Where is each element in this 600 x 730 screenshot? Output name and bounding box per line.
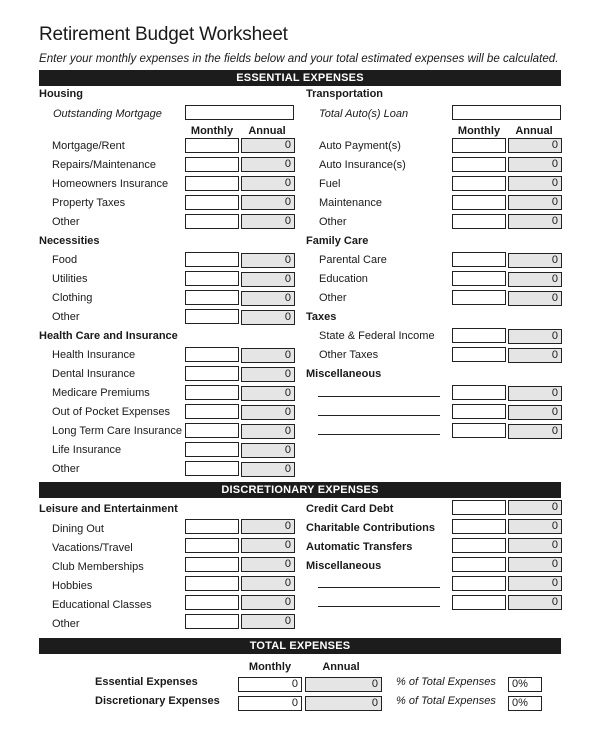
essential-expenses-bar: ESSENTIAL EXPENSES xyxy=(39,70,561,86)
automatic-transfers-monthly-input[interactable] xyxy=(452,538,506,553)
misc-monthly-input[interactable] xyxy=(452,404,506,419)
total-essential-label: Essential Expenses xyxy=(95,676,198,688)
discretionary-misc-label: Miscellaneous xyxy=(306,560,382,572)
leisure-item-label: Vacations/Travel xyxy=(52,542,133,554)
health-annual-value: 0 xyxy=(241,462,295,477)
leisure-annual-value: 0 xyxy=(241,614,295,629)
health-item-label: Dental Insurance xyxy=(52,368,136,380)
health-item-label: Other xyxy=(52,463,80,475)
leisure-annual-value: 0 xyxy=(241,519,295,534)
discretionary-pct-label: % of Total Expenses xyxy=(396,695,496,707)
misc-heading: Miscellaneous xyxy=(306,368,382,380)
discretionary-misc-annual-value: 0 xyxy=(508,576,562,591)
leisure-item-label: Hobbies xyxy=(52,580,93,592)
transportation-annual-header: Annual xyxy=(515,125,553,137)
charitable-contributions-monthly-input[interactable] xyxy=(452,519,506,534)
family-care-monthly-input[interactable] xyxy=(452,290,506,305)
health-heading: Health Care and Insurance xyxy=(39,330,178,342)
totals-annual-header: Annual xyxy=(322,661,360,673)
family-care-heading: Family Care xyxy=(306,235,369,247)
leisure-annual-value: 0 xyxy=(241,576,295,591)
transportation-monthly-input[interactable] xyxy=(452,214,506,229)
housing-annual-value: 0 xyxy=(241,214,295,229)
total-auto-loan-label: Total Auto(s) Loan xyxy=(319,108,409,120)
outstanding-mortgage-input[interactable] xyxy=(185,105,294,120)
taxes-heading: Taxes xyxy=(306,311,337,323)
health-annual-value: 0 xyxy=(241,443,295,458)
charitable-contributions-annual-value: 0 xyxy=(508,519,562,534)
leisure-item-label: Club Memberships xyxy=(52,561,144,573)
leisure-monthly-input[interactable] xyxy=(185,595,239,610)
necessities-annual-value: 0 xyxy=(241,272,295,287)
housing-heading: Housing xyxy=(39,88,83,100)
discretionary-misc-annual-value: 0 xyxy=(508,595,562,610)
health-annual-value: 0 xyxy=(241,424,295,439)
health-annual-value: 0 xyxy=(241,386,295,401)
charitable-contributions-label: Charitable Contributions xyxy=(306,522,435,534)
transportation-monthly-input[interactable] xyxy=(452,157,506,172)
misc-monthly-input[interactable] xyxy=(452,423,506,438)
misc-description-line[interactable] xyxy=(318,434,440,435)
health-item-label: Health Insurance xyxy=(52,349,136,361)
housing-annual-value: 0 xyxy=(241,195,295,210)
necessities-monthly-input[interactable] xyxy=(185,309,239,324)
transportation-annual-value: 0 xyxy=(508,157,562,172)
health-monthly-input[interactable] xyxy=(185,347,239,362)
automatic-transfers-annual-value: 0 xyxy=(508,538,562,553)
discretionary-pct-value: 0% xyxy=(508,696,542,711)
transportation-annual-value: 0 xyxy=(508,138,562,153)
health-monthly-input[interactable] xyxy=(185,442,239,457)
transportation-annual-value: 0 xyxy=(508,214,562,229)
housing-item-label: Property Taxes xyxy=(52,197,126,209)
misc-description-line[interactable] xyxy=(318,415,440,416)
health-monthly-input[interactable] xyxy=(185,461,239,476)
credit-card-debt-annual-value: 0 xyxy=(508,500,562,515)
housing-monthly-input[interactable] xyxy=(185,138,239,153)
necessities-annual-value: 0 xyxy=(241,310,295,325)
health-item-label: Life Insurance xyxy=(52,444,122,456)
outstanding-mortgage-label: Outstanding Mortgage xyxy=(53,108,162,120)
transportation-item-label: Auto Insurance(s) xyxy=(319,159,406,171)
transportation-item-label: Fuel xyxy=(319,178,341,190)
housing-annual-value: 0 xyxy=(241,138,295,153)
transportation-annual-value: 0 xyxy=(508,176,562,191)
page-title: Retirement Budget Worksheet xyxy=(39,24,288,45)
housing-monthly-input[interactable] xyxy=(185,214,239,229)
leisure-monthly-input[interactable] xyxy=(185,614,239,629)
transportation-item-label: Maintenance xyxy=(319,197,382,209)
discretionary-misc-description-line[interactable] xyxy=(318,587,440,588)
necessities-monthly-input[interactable] xyxy=(185,271,239,286)
necessities-annual-value: 0 xyxy=(241,253,295,268)
housing-item-label: Homeowners Insurance xyxy=(52,178,169,190)
total-discretionary-monthly-value: 0 xyxy=(238,696,302,711)
taxes-annual-value: 0 xyxy=(508,329,562,344)
transportation-annual-value: 0 xyxy=(508,195,562,210)
family-care-annual-value: 0 xyxy=(508,253,562,268)
health-annual-value: 0 xyxy=(241,405,295,420)
leisure-annual-value: 0 xyxy=(241,538,295,553)
family-care-item-label: Parental Care xyxy=(319,254,387,266)
health-monthly-input[interactable] xyxy=(185,423,239,438)
leisure-monthly-input[interactable] xyxy=(185,519,239,534)
credit-card-debt-monthly-input[interactable] xyxy=(452,500,506,515)
taxes-item-label: Other Taxes xyxy=(319,349,379,361)
health-item-label: Long Term Care Insurance xyxy=(52,425,183,437)
misc-description-line[interactable] xyxy=(318,396,440,397)
leisure-item-label: Dining Out xyxy=(52,523,104,535)
automatic-transfers-label: Automatic Transfers xyxy=(306,541,413,553)
health-annual-value: 0 xyxy=(241,348,295,363)
necessities-item-label: Clothing xyxy=(52,292,93,304)
total-expenses-bar: TOTAL EXPENSES xyxy=(39,638,561,654)
housing-annual-value: 0 xyxy=(241,157,295,172)
necessities-heading: Necessities xyxy=(39,235,100,247)
housing-monthly-input[interactable] xyxy=(185,176,239,191)
leisure-heading: Leisure and Entertainment xyxy=(39,503,178,515)
health-monthly-input[interactable] xyxy=(185,385,239,400)
necessities-item-label: Utilities xyxy=(52,273,88,285)
housing-annual-value: 0 xyxy=(241,176,295,191)
total-essential-annual-value: 0 xyxy=(305,677,382,692)
housing-item-label: Repairs/Maintenance xyxy=(52,159,156,171)
discretionary-expenses-bar: DISCRETIONARY EXPENSES xyxy=(39,482,561,498)
discretionary-misc-annual-value: 0 xyxy=(508,557,562,572)
leisure-monthly-input[interactable] xyxy=(185,538,239,553)
housing-item-label: Other xyxy=(52,216,80,228)
misc-annual-value: 0 xyxy=(508,405,562,420)
essential-pct-value: 0% xyxy=(508,677,542,692)
leisure-item-label: Educational Classes xyxy=(52,599,152,611)
housing-monthly-input[interactable] xyxy=(185,195,239,210)
health-item-label: Out of Pocket Expenses xyxy=(52,406,171,418)
total-auto-loan-input[interactable] xyxy=(452,105,561,120)
discretionary-misc-monthly-input[interactable] xyxy=(452,576,506,591)
family-care-monthly-input[interactable] xyxy=(452,271,506,286)
transportation-monthly-input[interactable] xyxy=(452,176,506,191)
housing-annual-header: Annual xyxy=(248,125,286,137)
health-monthly-input[interactable] xyxy=(185,366,239,381)
misc-annual-value: 0 xyxy=(508,424,562,439)
leisure-annual-value: 0 xyxy=(241,557,295,572)
transportation-item-label: Auto Payment(s) xyxy=(319,140,401,152)
leisure-monthly-input[interactable] xyxy=(185,576,239,591)
misc-annual-value: 0 xyxy=(508,386,562,401)
health-monthly-input[interactable] xyxy=(185,404,239,419)
housing-monthly-input[interactable] xyxy=(185,157,239,172)
necessities-monthly-input[interactable] xyxy=(185,252,239,267)
discretionary-misc-monthly-input[interactable] xyxy=(452,557,506,572)
necessities-monthly-input[interactable] xyxy=(185,290,239,305)
misc-monthly-input[interactable] xyxy=(452,385,506,400)
credit-card-debt-label: Credit Card Debt xyxy=(306,503,394,515)
transportation-monthly-input[interactable] xyxy=(452,138,506,153)
taxes-item-label: State & Federal Income xyxy=(319,330,435,342)
necessities-item-label: Other xyxy=(52,311,80,323)
transportation-heading: Transportation xyxy=(306,88,384,100)
taxes-monthly-input[interactable] xyxy=(452,328,506,343)
family-care-annual-value: 0 xyxy=(508,272,562,287)
transportation-item-label: Other xyxy=(319,216,347,228)
leisure-annual-value: 0 xyxy=(241,595,295,610)
housing-monthly-header: Monthly xyxy=(190,125,234,137)
family-care-annual-value: 0 xyxy=(508,291,562,306)
essential-pct-label: % of Total Expenses xyxy=(396,676,496,688)
total-discretionary-label: Discretionary Expenses xyxy=(95,695,220,707)
housing-item-label: Mortgage/Rent xyxy=(52,140,125,152)
health-item-label: Medicare Premiums xyxy=(52,387,150,399)
transportation-monthly-input[interactable] xyxy=(452,195,506,210)
total-essential-monthly-value: 0 xyxy=(238,677,302,692)
health-annual-value: 0 xyxy=(241,367,295,382)
page-subtitle: Enter your monthly expenses in the fields below and your total estimated expenses will be calculated. xyxy=(39,52,559,65)
taxes-annual-value: 0 xyxy=(508,348,562,363)
discretionary-misc-monthly-input[interactable] xyxy=(452,595,506,610)
discretionary-misc-description-line[interactable] xyxy=(318,606,440,607)
total-discretionary-annual-value: 0 xyxy=(305,696,382,711)
totals-monthly-header: Monthly xyxy=(248,661,292,673)
necessities-annual-value: 0 xyxy=(241,291,295,306)
leisure-monthly-input[interactable] xyxy=(185,557,239,572)
transportation-monthly-header: Monthly xyxy=(457,125,501,137)
family-care-item-label: Education xyxy=(319,273,368,285)
family-care-item-label: Other xyxy=(319,292,347,304)
taxes-monthly-input[interactable] xyxy=(452,347,506,362)
necessities-item-label: Food xyxy=(52,254,78,266)
leisure-item-label: Other xyxy=(52,618,80,630)
family-care-monthly-input[interactable] xyxy=(452,252,506,267)
